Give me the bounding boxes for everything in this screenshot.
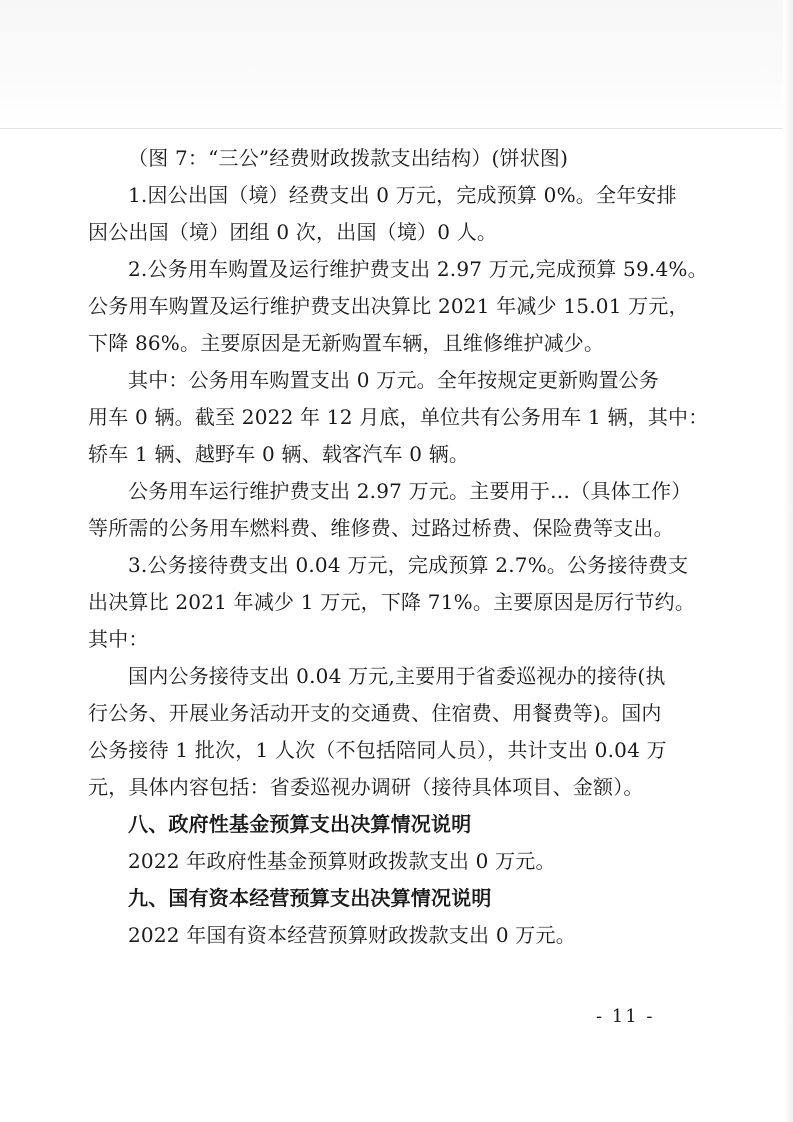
text-line: 因公出国（境）团组 0 次，出国（境）0 人。 xyxy=(88,220,498,244)
text-line: 2022 年国有资本经营预算财政拨款支出 0 万元。 xyxy=(128,923,576,947)
text-line: 2022 年政府性基金预算财政拨款支出 0 万元。 xyxy=(128,849,556,873)
text-line: 公务用车运行维护费支出 2.97 万元。主要用于…（具体工作） xyxy=(128,479,692,503)
text-line: 行公务、开展业务活动开支的交通费、住宿费、用餐费等)。国内 xyxy=(88,701,662,725)
scan-right-edge xyxy=(783,0,793,1122)
document-body xyxy=(88,140,709,954)
section-heading: 九、国有资本经营预算支出决算情况说明 xyxy=(128,886,492,910)
text-line: 轿车 1 辆、越野车 0 辆、载客汽车 0 辆。 xyxy=(88,442,470,466)
scan-header-shade xyxy=(0,0,793,130)
text-line: 下降 86%。主要原因是无新购置车辆，且维修维护减少。 xyxy=(88,331,605,355)
page-number: - 11 - xyxy=(596,1006,655,1027)
text-line: 3.公务接待费支出 0.04 万元，完成预算 2.7%。公务接待费支 xyxy=(128,553,689,577)
scan-edge-line xyxy=(0,128,793,129)
text-line: 国内公务接待支出 0.04 万元,主要用于省委巡视办的接待(执 xyxy=(128,664,666,688)
section-heading: 八、政府性基金预算支出决算情况说明 xyxy=(128,812,472,836)
text-line: 公务接待 1 批次，1 人次（不包括陪同人员），共计支出 0.04 万 xyxy=(88,738,667,762)
text-line: 其中：公务用车购置支出 0 万元。全年按规定更新购置公务 xyxy=(128,368,660,392)
text-line: （图 7：“三公”经费财政拨款支出结构）(饼状图) xyxy=(128,146,569,170)
text-line: 公务用车购置及运行维护费支出决算比 2021 年减少 15.01 万元， xyxy=(88,294,689,318)
text-line: 其中： xyxy=(88,627,149,651)
text-line: 用车 0 辆。截至 2022 年 12 月底，单位共有公务用车 1 辆，其中： xyxy=(88,405,709,429)
text-line: 2.公务用车购置及运行维护费支出 2.97 万元,完成预算 59.4%。 xyxy=(128,257,708,281)
text-line: 元，具体内容包括：省委巡视办调研（接待具体项目、金额）。 xyxy=(88,775,644,799)
text-line: 出决算比 2021 年减少 1 万元，下降 71%。主要原因是厉行节约。 xyxy=(88,590,696,614)
text-line: 1.因公出国（境）经费支出 0 万元，完成预算 0%。全年安排 xyxy=(128,183,677,207)
text-line: 等所需的公务用车燃料费、维修费、过路过桥费、保险费等支出。 xyxy=(88,516,674,540)
